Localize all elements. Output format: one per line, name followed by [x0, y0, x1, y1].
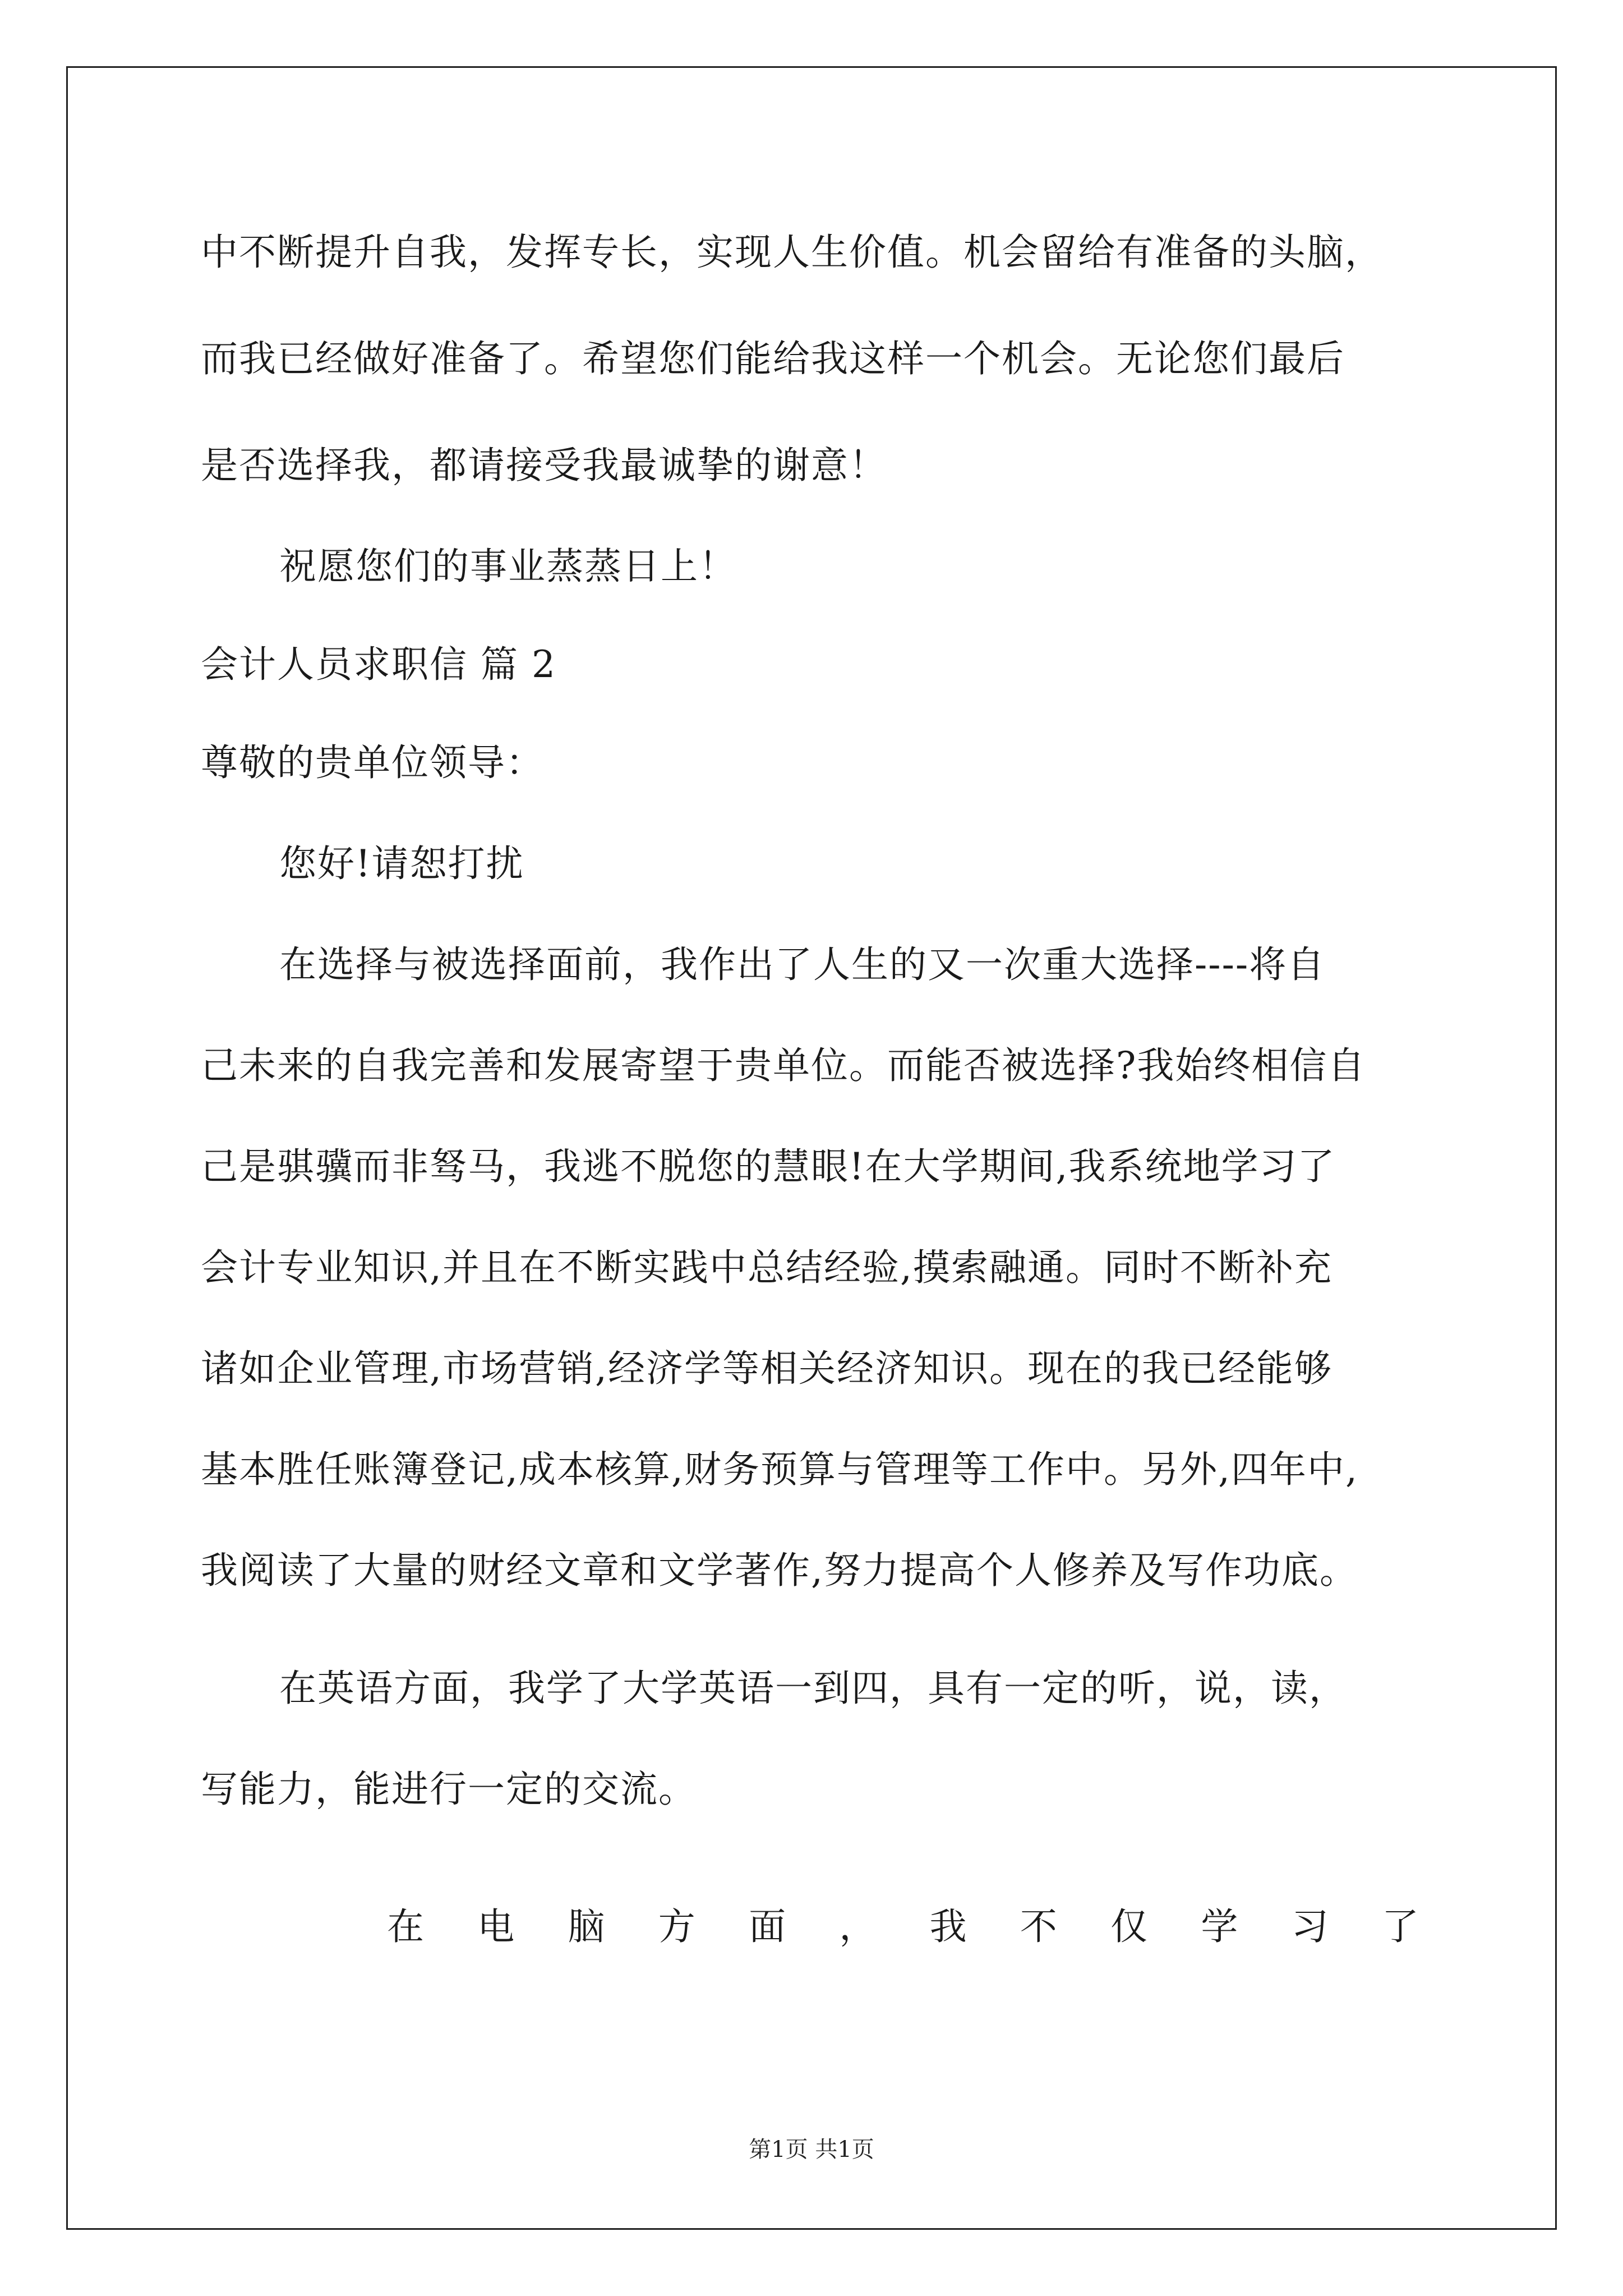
spread-char: 脑 — [568, 1905, 605, 1948]
spread-char: 我 — [929, 1905, 967, 1948]
text-line: 在英语方面，我学了大学英语一到四，具有一定的听，说，读， — [279, 1667, 1347, 1710]
spread-char: 不 — [1020, 1905, 1057, 1948]
spread-char: 学 — [1201, 1905, 1238, 1948]
text-line: 中不断提升自我，发挥专长，实现人生价值。机会留给有准备的头脑， — [201, 231, 1383, 274]
text-line: 而我已经做好准备了。希望您们能给我这样一个机会。无论您们最后 — [201, 337, 1345, 380]
spread-char: ， — [839, 1905, 877, 1948]
spread-char: 习 — [1291, 1905, 1329, 1948]
spread-char: 仅 — [1110, 1905, 1148, 1948]
text-line: 在选择与被选择面前，我作出了人生的又一次重大选择----将自 — [279, 943, 1326, 986]
text-line: 诸如企业管理,市场营销,经济学等相关经济知识。现在的我已经能够 — [201, 1347, 1332, 1390]
text-line: 会计专业知识,并且在不断实践中总结经验,摸索融通。同时不断补充 — [201, 1246, 1332, 1289]
justified-text-line — [387, 1904, 1419, 1949]
salutation: 尊敬的贵单位领导： — [201, 741, 544, 784]
page-footer: 第1页 共1页 — [749, 2137, 874, 2162]
spread-char: 电 — [477, 1905, 515, 1948]
text-line: 基本胜任账簿登记,成本核算,财务预算与管理等工作中。另外,四年中, — [201, 1448, 1358, 1491]
text-line: 写能力，能进行一定的交流。 — [201, 1768, 697, 1811]
text-line: 我阅读了大量的财经文章和文学著作,努力提高个人修养及写作功底。 — [201, 1549, 1358, 1592]
text-line: 是否选择我，都请接受我最诚挚的谢意！ — [201, 444, 887, 487]
spread-char: 了 — [1381, 1905, 1419, 1948]
section-title: 会计人员求职信 篇 2 — [201, 643, 556, 686]
spread-char: 面 — [749, 1905, 786, 1948]
spread-char: 在 — [387, 1905, 424, 1948]
greeting: 您好!请恕打扰 — [279, 842, 524, 885]
text-line: 己是骐骥而非驽马，我逃不脱您的慧眼!在大学期间,我系统地学习了 — [201, 1145, 1336, 1188]
closing-wish: 祝愿您们的事业蒸蒸日上！ — [279, 545, 737, 588]
text-line: 己未来的自我完善和发展寄望于贵单位。而能否被选择?我始终相信自 — [201, 1044, 1366, 1087]
spread-char: 方 — [658, 1905, 695, 1948]
